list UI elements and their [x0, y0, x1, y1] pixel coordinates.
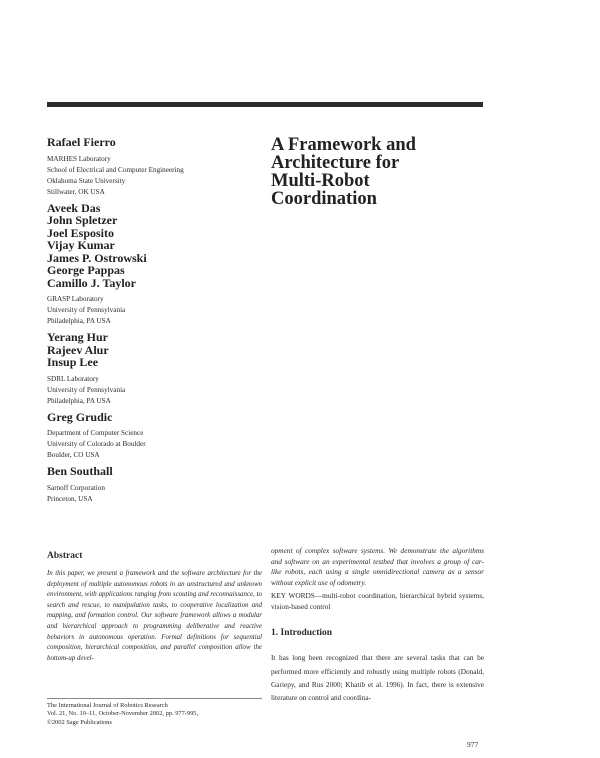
author-group — [47, 465, 262, 505]
top-rule — [47, 102, 483, 107]
affiliation — [47, 483, 262, 505]
author-name: Greg Grudic — [47, 409, 113, 424]
affiliation-line: SDRL Laboratory — [47, 374, 99, 383]
affiliation-line: Department of Computer Science — [47, 429, 144, 437]
page-number: 977 — [467, 740, 479, 749]
author-name: Rajeev Alur — [47, 342, 109, 357]
author-name: Insup Lee — [47, 355, 99, 369]
author-name: George Pappas — [47, 263, 125, 277]
affiliation — [47, 374, 262, 407]
affiliation — [47, 154, 262, 198]
title-line: Architecture for — [271, 153, 400, 173]
footnote-line: ©2002 Sage Publications — [47, 718, 112, 726]
author-name: John Spletzer — [47, 213, 118, 227]
author-name: Ben Southall — [47, 464, 113, 478]
author-name: Camillo J. Taylor — [47, 275, 137, 290]
author-list — [47, 136, 262, 509]
affiliation-line: School of Electrical and Computer Engineering — [47, 165, 184, 174]
abstract-text: In this paper, we present a framework and the software architecture for the deployment of multiple autonomous robots in an unstructured and unknown environment, with applications ranging from scouting and reconnaissance, to search and rescue, to manipulation tasks, to cooperative localization and mapping, and formation control. Our software framework allows a modular and hierarchical approach to programming deliberative and reactive behaviors in autonomous operation. Formal definitions for sequential composition, hierarchical composition, and parallel composition allow the bottom-up devel- — [47, 570, 262, 662]
right-column — [271, 546, 484, 705]
author-group — [47, 331, 262, 407]
paper-title — [271, 136, 491, 208]
author-group — [47, 136, 262, 198]
section-heading: 1. Introduction — [271, 627, 333, 638]
author-name: Aveek Das — [47, 200, 101, 215]
footnote-line: Vol. 21, No. 10–11, October-November 2002, pp. 977-995, — [47, 710, 199, 718]
abstract-heading: Abstract — [47, 551, 83, 561]
author-group — [47, 411, 262, 462]
keywords: KEY WORDS—multi-robot coordination, hierarchical hybrid systems, vision-based control — [271, 591, 484, 611]
affiliation-line: Boulder, CO USA — [47, 451, 100, 459]
affiliation-line: Princeton, USA — [47, 494, 93, 503]
affiliation-line: University of Colorado at Boulder — [47, 440, 146, 448]
affiliation-line: University of Pennsylvania — [47, 385, 126, 394]
footnote-line: The International Journal of Robotics Research — [47, 702, 168, 709]
affiliation — [47, 294, 262, 327]
affiliation-line: MARHES Laboratory — [47, 154, 111, 163]
title-line: Coordination — [271, 189, 377, 209]
abstract-continuation: opment of complex software systems. We demonstrate the algorithms and software on an experimental testbed that involves a group of car-like robots, each using a single omnidirectional camera as a sensor without explicit use of odometry. — [271, 546, 484, 587]
title-line: A Framework and — [271, 135, 416, 155]
author-name: Joel Esposito — [47, 225, 115, 240]
affiliation-line: Oklahoma State University — [47, 176, 126, 185]
author-name: Yerang Hur — [47, 330, 108, 344]
author-name: James P. Ostrowski — [47, 250, 147, 265]
author-name: Rafael Fierro — [47, 135, 116, 149]
title-line: Multi-Robot — [271, 171, 370, 191]
affiliation-line: Philadelphia, PA USA — [47, 317, 111, 325]
affiliation-line: University of Pennsylvania — [47, 306, 126, 314]
affiliation-line: Philadelphia, PA USA — [47, 396, 111, 405]
affiliation — [47, 428, 262, 461]
author-name: Vijay Kumar — [47, 238, 115, 252]
introduction-text: It has long been recognized that there are several tasks that can be performed more efficiently and robustly using multiple robots (Donald, Gariepy, and Rus 2000; Khatib et al. 1996). In fact, there is extensive literature on control and coordina- — [271, 653, 484, 703]
affiliation-line: Stillwater, OK USA — [47, 187, 105, 196]
footnote-rule — [47, 698, 262, 699]
journal-footnote — [47, 698, 262, 727]
author-group — [47, 202, 262, 328]
affiliation-line: GRASP Laboratory — [47, 295, 104, 303]
affiliation-line: Sarnoff Corporation — [47, 483, 105, 492]
